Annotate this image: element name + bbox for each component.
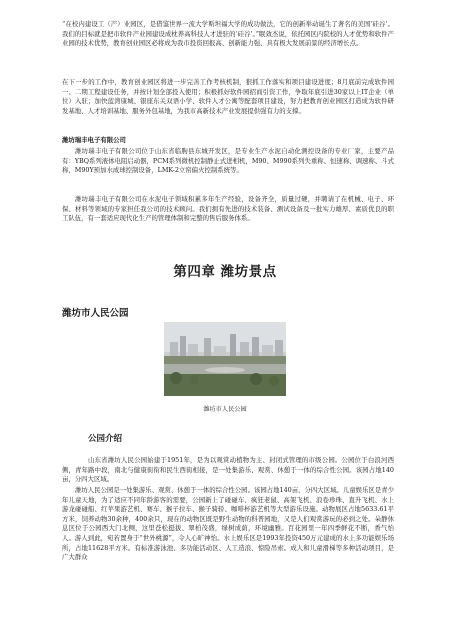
park-paragraph-2: 潍坊人民公园是一处集游乐、观赏、休憩于一体的综合性公园。该园占地140亩，分四大区域。儿童娱乐区是青少年儿童天地，为了适应不同年龄游客的需要，公园新上了碰碰车、疯狂老鼠、高架飞机、浪卷珍珠、直升飞机、水上游龙碰碰船、红苹果游艺机、赛车、猴子拉车、猴子骑轿、咖啡杯游艺机等大型游乐设施。动物展区占地5633.61平方米，饲养动物30余种，400余只，现在的动物区既是野生动物的科普园地，又是人们观赏游玩的必到之处。朵静休息区位于公园西大门北侧，这里苍松挺拔、翠柏茂盛，绿树成荫，环境幽雅。百花园里一年四季鲜花不断，香气怡人。游人到此，宛若置身于“世外桃源”，令人心旷神怡。水上娱乐区是1993年投资450万元建成的水上多功能娱乐场所，占地11628平方米。有标准游泳池、多功能活动区、人工造浪、惊险吊索。成人和儿童滑梯等多种活动项目，是广大群众 xyxy=(62,486,394,562)
section-title: 潍坊市人民公园 xyxy=(62,308,129,319)
park-paragraph-1: 山东省潍坊人民公园始建于1951年，是为以观赏动植物为主、封闭式管理的市级公园。公园位于白浪河西侧，青年路中段，南北与健康街衔和民生西街相接，是一处集游乐、观赏、休憩于一体的综合性公园。该园占地140亩，分四大区域。 xyxy=(62,456,394,484)
company-paragraph-1: 潍坊瑞丰电子有限公司位于山东省临朐县东城开发区，是专业生产水泥自动化测控设备的专业厂家，主要产品有：YBQ系列液体电阻启动器，PCM系列微机控制静止式进相机，M90、M990系列失重称、恒速称、调速称、斗式称，M90Y预加水成球控制设备，LMK-2立窑偏火控制系统等。 xyxy=(62,147,394,175)
company-paragraph-2: 潍坊瑞丰电子有限公司在水泥电子领域积累多年生产经验，设备齐全，质量过硬，并聘请了在机械、电子、环保、材料等领域的专家担任我公司的技术顾问。我们拥有先进的技术装备、测试设备及一批实力雄厚、素质优良的职工队伍，有一套适应现代化生产的管理体制和完整的售后服务体系。 xyxy=(62,195,394,223)
chapter-title: 第四章 潍坊景点 xyxy=(173,264,277,280)
subsection-title: 公园介绍 xyxy=(88,434,123,444)
park-photo xyxy=(164,322,286,396)
intro-paragraph-1: “在校内建设工（产）业园区，是借鉴世界一流大学斯坦福大学的成功做法，它的创新举动诞生了著名的美国‘硅谷’。我们的目标就是把市软件产业园建设成枕养高科技人才进驻的‘硅谷’。”眠效杰说，依托园区内院校的人才优势和软件产业园的技术优势，教育创业园区必将成为我市投资回报高、创新能力强、具有极大发展前景的经济增长点。 xyxy=(62,20,394,48)
photo-caption: 潍坊市人民公园 xyxy=(203,406,247,413)
company-name: 潍坊瑞丰电子有限公司 xyxy=(62,136,126,144)
intro-paragraph-2: 在下一步的工作中，教育创业园区将进一步完善工作考核机制，狠抓工作落实和项目建设进度；8月底前完成软件园一、二期工程建设任务，并按计划全部投入使用；积极抓好软件园招商引资工作，争取年底引进30家以上IT企业（单位）入驻；加快蓝湾康城、银座东关双语小学、软件人才公寓等配套项目建设，努力把教育创业园区打造成为软件研发基地、人才培训基地、服务外包基地，为我市高新技术产业发展提供强有力的支撑。 xyxy=(62,78,394,115)
park-photo-illustration xyxy=(164,322,286,396)
